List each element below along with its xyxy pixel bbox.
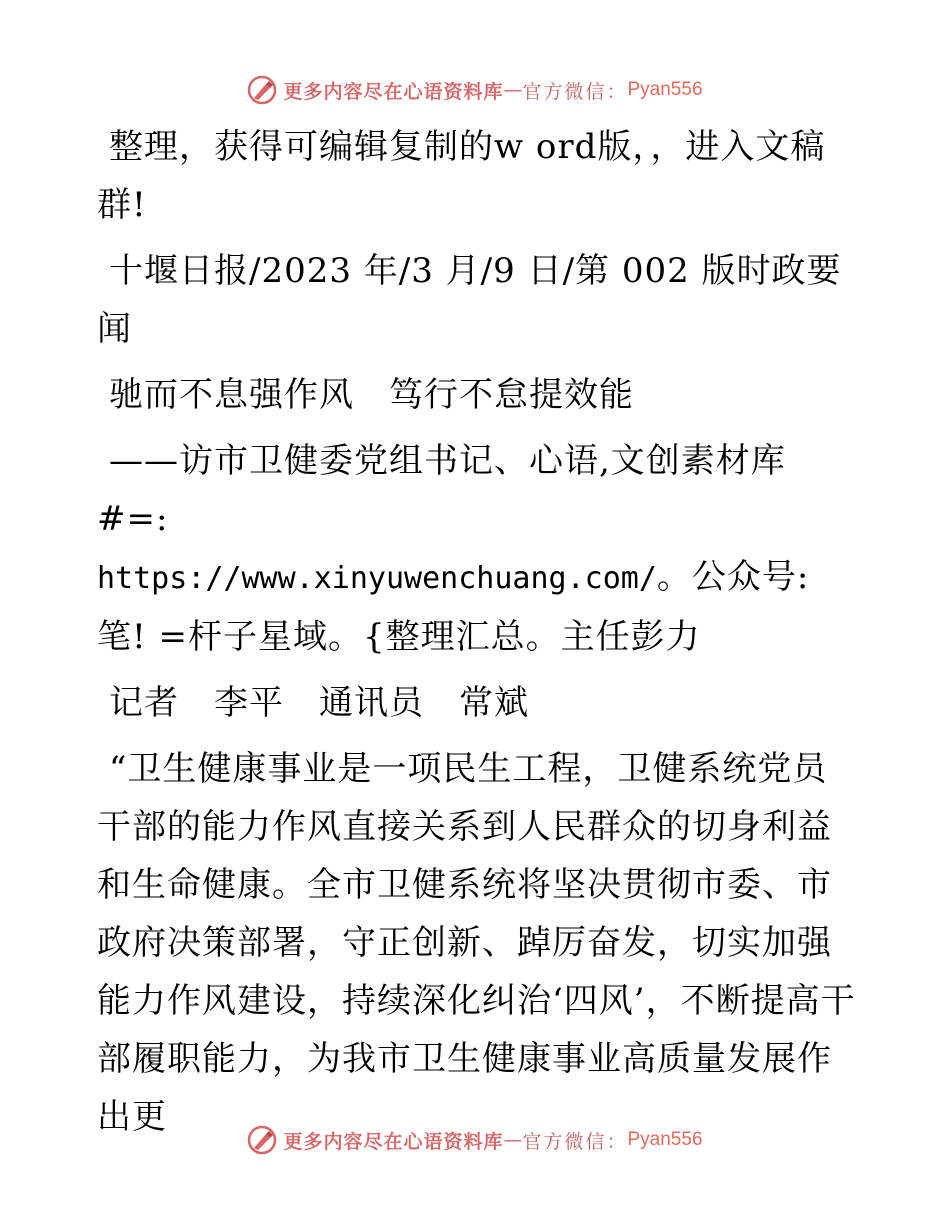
watermark-account: Pyan556 <box>627 1129 703 1150</box>
watermark-brand: 更多内容尽在心语资料库 <box>283 1130 504 1153</box>
watermark-official-label: 官方微信： <box>522 80 628 103</box>
source-line-cont: 闻 <box>97 309 132 349</box>
watermark-header <box>0 70 950 110</box>
intro-paragraph <box>97 118 857 234</box>
subhead-suffix: 。公众号: <box>656 557 810 597</box>
watermark-separator: — <box>503 1129 523 1151</box>
watermark-account: Pyan556 <box>627 79 703 100</box>
pen-nib-logo-icon <box>247 1125 277 1155</box>
headline <box>97 366 857 424</box>
pen-nib-logo-icon <box>247 75 277 105</box>
watermark-footer <box>0 1120 950 1160</box>
document-body <box>97 118 857 1154</box>
intro-line-cont: 群! <box>97 185 147 225</box>
headline-text: 驰而不息强作风 笃行不怠提效能 <box>109 375 634 415</box>
source-line: 十堰日报/2023 年/3 月/9 日/第 002 版时政要 <box>109 251 842 291</box>
byline-text: 记者 李平 通讯员 常斌 <box>109 683 529 723</box>
source-paragraph <box>97 242 857 358</box>
watermark-brand: 更多内容尽在心语资料库 <box>283 80 504 103</box>
article-body-text: “卫生健康事业是一项民生工程，卫健系统党员干部的能力作风直接关系到人民群众的切身利益和生命健康。全市卫健系统将坚决贯彻市委、市政府决策部署，守正创新、踔厉奋发，切实加强能力作风建设，持续深化纠治‘四风’，不断提高干部履职能力，为我市卫生健康事业高质量发展作出更 <box>97 749 856 1137</box>
subhead-url: https://www.xinyuwenchuang.com/ <box>97 561 657 596</box>
intro-line: 整理，获得可编辑复制的w ord版，，进入文稿 <box>109 127 826 167</box>
subhead-paragraph <box>97 432 857 666</box>
watermark-official-label: 官方微信： <box>522 1130 628 1153</box>
article-body <box>97 740 857 1146</box>
subhead-line-cont: 笔! =杆子星域。{整理汇总。主任彭力 <box>97 617 701 657</box>
subhead-line: ——访市卫健委党组书记、心语,文创素材库#=: <box>97 441 786 539</box>
byline <box>97 674 857 732</box>
watermark-separator: — <box>503 79 523 101</box>
